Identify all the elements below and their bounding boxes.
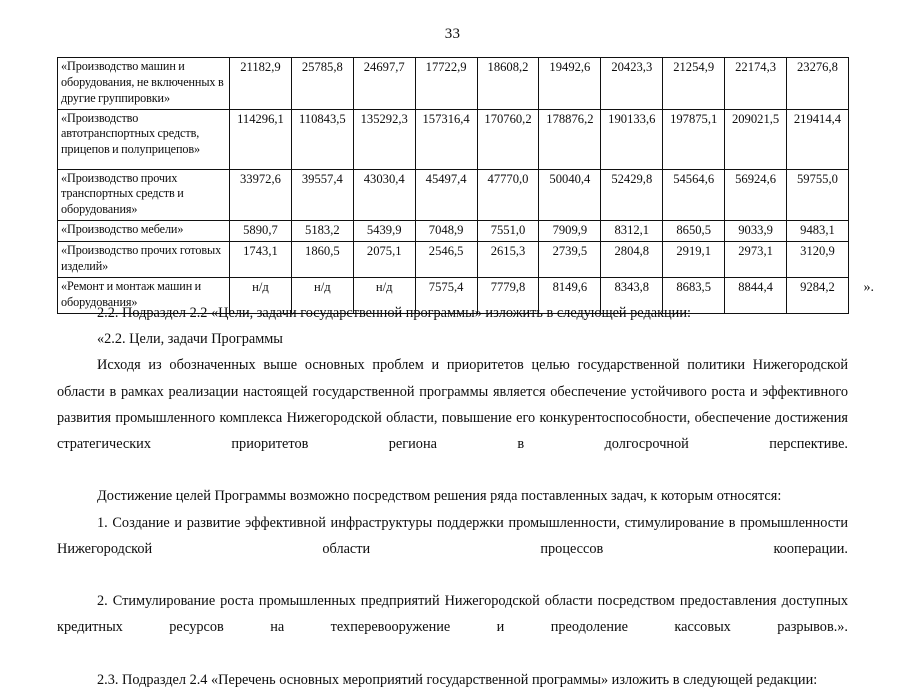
row-label: «Производство машин и оборудования, не включенных в другие группировки» xyxy=(58,58,230,110)
cell-value: 25785,8 xyxy=(291,58,353,110)
cell-value: 8683,5 xyxy=(663,277,725,313)
cell-value: 8650,5 xyxy=(663,221,725,242)
cell-value: 56924,6 xyxy=(725,169,787,221)
cell-value: 5439,9 xyxy=(353,221,415,242)
cell-value: 110843,5 xyxy=(291,109,353,169)
cell-value: 5890,7 xyxy=(230,221,292,242)
cell-value: 7909,9 xyxy=(539,221,601,242)
cell-value: 7551,0 xyxy=(477,221,539,242)
cell-value: н/д xyxy=(353,277,415,313)
page-number: 33 xyxy=(444,26,461,42)
cell-value: 47770,0 xyxy=(477,169,539,221)
cell-value: 24697,7 xyxy=(353,58,415,110)
cell-value: 39557,4 xyxy=(291,169,353,221)
cell-value: 1743,1 xyxy=(230,242,292,278)
cell-value: 8844,4 xyxy=(725,277,787,313)
row-label: «Производство автотранспортных средств, прицепов и полуприцепов» xyxy=(58,109,230,169)
cell-value: 2615,3 xyxy=(477,242,539,278)
cell-value: 33972,6 xyxy=(230,169,292,221)
cell-value: 8343,8 xyxy=(601,277,663,313)
industry-output-table-container xyxy=(57,57,848,314)
cell-value: 9483,1 xyxy=(787,221,849,242)
body-text xyxy=(57,300,848,693)
table-row xyxy=(58,58,849,110)
table-row xyxy=(58,109,849,169)
cell-value: 7779,8 xyxy=(477,277,539,313)
cell-value: 3120,9 xyxy=(787,242,849,278)
cell-value: 2546,5 xyxy=(415,242,477,278)
cell-value: 178876,2 xyxy=(539,109,601,169)
cell-value: 114296,1 xyxy=(230,109,292,169)
paragraph-tasks-intro: Достижение целей Программы возможно посредством решения ряда поставленных задач, к которым относятся: xyxy=(97,488,782,505)
row-label: «Производство прочих готовых изделий» xyxy=(58,242,230,278)
cell-value: 19492,6 xyxy=(539,58,601,110)
cell-value: 21182,9 xyxy=(230,58,292,110)
row-label: «Производство мебели» xyxy=(58,221,230,242)
cell-value: 18608,2 xyxy=(477,58,539,110)
cell-value: н/д xyxy=(291,277,353,313)
row-label: «Ремонт и монтаж машин и оборудования» xyxy=(58,277,230,313)
paragraph-goal-statement: Исходя из обозначенных выше основных проблем и приоритетов целью государственной политики Нижегородской области в рамках реализации настоящей государственной программы является обеспечение устойчивого роста и эффективного развития промышленного комплекса Нижегородской области, повышение его конкурентоспособности, обеспечение достижения стратегических приоритетов региона в долгосрочной перспективе. xyxy=(57,357,848,453)
cell-value: 8312,1 xyxy=(601,221,663,242)
table-row xyxy=(58,242,849,278)
cell-value: 7048,9 xyxy=(415,221,477,242)
cell-value: 190133,6 xyxy=(601,109,663,169)
cell-value: 2075,1 xyxy=(353,242,415,278)
table-closing-quote: ». xyxy=(863,280,874,295)
table-row xyxy=(58,221,849,242)
cell-value: 21254,9 xyxy=(663,58,725,110)
paragraph-2-2-title: «2.2. Цели, задачи Программы xyxy=(97,331,283,348)
table-body xyxy=(58,58,849,314)
cell-value: 2739,5 xyxy=(539,242,601,278)
cell-value: 9033,9 xyxy=(725,221,787,242)
cell-value: 50040,4 xyxy=(539,169,601,221)
row-label: «Производство прочих транспортных средств и оборудования» xyxy=(58,169,230,221)
cell-value: 23276,8 xyxy=(787,58,849,110)
cell-value: 45497,4 xyxy=(415,169,477,221)
industry-output-table xyxy=(57,57,849,314)
cell-value: 2919,1 xyxy=(663,242,725,278)
paragraph-task-2: 2. Стимулирование роста промышленных предприятий Нижегородской области посредством предоставления доступных кредитных ресурсов на техперевооружение и преодоление кассовых разрывов.». xyxy=(57,593,848,636)
cell-value: 59755,0 xyxy=(787,169,849,221)
cell-value: 52429,8 xyxy=(601,169,663,221)
paragraph-2-3-heading: 2.3. Подраздел 2.4 «Перечень основных мероприятий государственной программы» изложить в следующей редакции: xyxy=(97,671,818,688)
cell-value: н/д xyxy=(230,277,292,313)
cell-value: 219414,4 xyxy=(787,109,849,169)
cell-value: 135292,3 xyxy=(353,109,415,169)
cell-value: 170760,2 xyxy=(477,109,539,169)
cell-value: 157316,4 xyxy=(415,109,477,169)
cell-value: 8149,6 xyxy=(539,277,601,313)
cell-value: 1860,5 xyxy=(291,242,353,278)
cell-value: 54564,6 xyxy=(663,169,725,221)
table-row xyxy=(58,169,849,221)
cell-value: 2804,8 xyxy=(601,242,663,278)
cell-value: 17722,9 xyxy=(415,58,477,110)
paragraph-task-1: 1. Создание и развитие эффективной инфраструктуры поддержки промышленности, стимулирование в промышленности Нижегородской области процессов кооперации. xyxy=(57,514,848,557)
cell-value: 2973,1 xyxy=(725,242,787,278)
cell-value: 9284,2 xyxy=(787,277,849,313)
cell-value: 22174,3 xyxy=(725,58,787,110)
paragraph-2-2-heading: 2.2. Подраздел 2.2 «Цели, задачи государственной программы» изложить в следующей редакции: xyxy=(97,305,691,321)
cell-value: 5183,2 xyxy=(291,221,353,242)
cell-value: 7575,4 xyxy=(415,277,477,313)
cell-value: 197875,1 xyxy=(663,109,725,169)
cell-value: 209021,5 xyxy=(725,109,787,169)
cell-value: 43030,4 xyxy=(353,169,415,221)
cell-value: 20423,3 xyxy=(601,58,663,110)
